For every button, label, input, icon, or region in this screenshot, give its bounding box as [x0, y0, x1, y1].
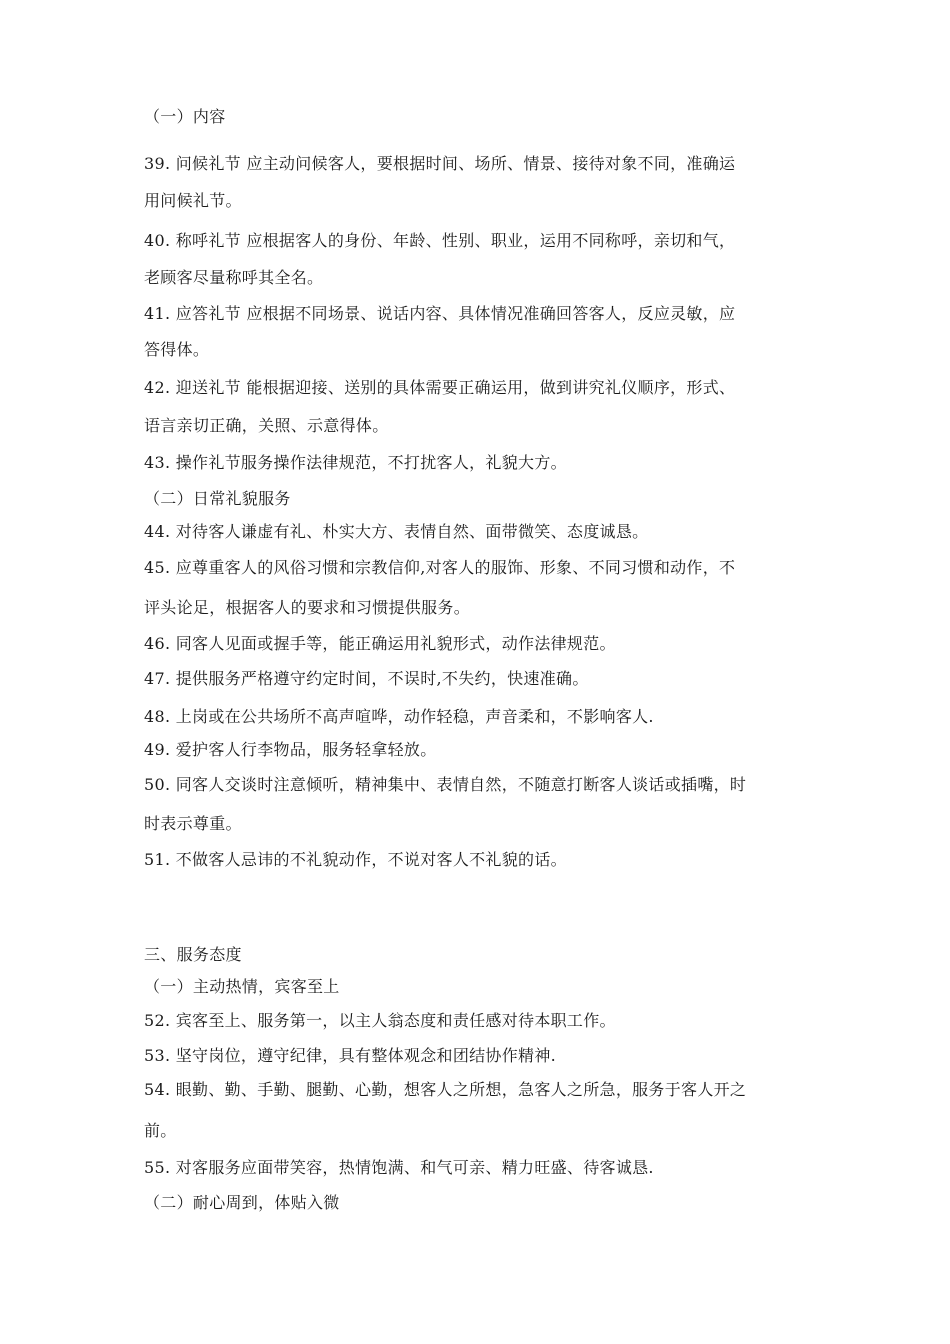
item-53: 53. 坚守岗位，遵守纪律，具有整体观念和团结协作精神. [144, 1046, 557, 1065]
item-51: 51. 不做客人忌讳的不礼貌动作，不说对客人不礼貌的话。 [144, 850, 567, 869]
item-45-line-1: 45. 应尊重客人的风俗习惯和宗教信仰,对客人的服饰、形象、不同习惯和动作，不 [144, 558, 736, 577]
subsection-heading-daily-courtesy: （二）日常礼貌服务 [144, 489, 291, 508]
item-41-line-1: 41. 应答礼节 应根据不同场景、说话内容、具体情况准确回答客人，反应灵敏，应 [144, 304, 736, 323]
item-46: 46. 同客人见面或握手等，能正确运用礼貌形式，动作法律规范。 [144, 634, 616, 653]
item-55: 55. 对客服务应面带笑容，热情饱满、和气可亲、精力旺盛、待客诚恳. [144, 1158, 654, 1177]
item-47: 47. 提供服务严格遵守约定时间，不误时,不失约，快速准确。 [144, 669, 589, 688]
item-40-line-1: 40. 称呼礼节 应根据客人的身份、年龄、性别、职业，运用不同称呼，亲切和气， [144, 231, 736, 250]
item-50-line-1: 50. 同客人交谈时注意倾听，精神集中、表情自然，不随意打断客人谈话或插嘴，时 [144, 775, 747, 794]
item-54-line-1: 54. 眼勤、勤、手勤、腿勤、心勤，想客人之所想，急客人之所急，服务于客人开之 [144, 1080, 747, 1099]
item-39-line-2: 用问候礼节。 [144, 191, 242, 210]
subsection-heading-patience: （二）耐心周到，体贴入微 [144, 1193, 340, 1212]
item-45-line-2: 评头论足，根据客人的要求和习惯提供服务。 [144, 598, 471, 617]
item-40-line-2: 老顾客尽量称呼其全名。 [144, 268, 324, 287]
item-44: 44. 对待客人谦虚有礼、朴实大方、表情自然、面带微笑、态度诚恳。 [144, 522, 649, 541]
item-54-line-2: 前。 [144, 1121, 177, 1140]
subsection-heading-proactive-warmth: （一）主动热情，宾客至上 [144, 977, 340, 996]
item-39-line-1: 39. 问候礼节 应主动问候客人，要根据时间、场所、情景、接待对象不同，准确运 [144, 154, 736, 173]
item-48: 48. 上岗或在公共场所不高声喧哗，动作轻稳，声音柔和，不影响客人. [144, 707, 654, 726]
item-52: 52. 宾客至上、服务第一，以主人翁态度和责任感对待本职工作。 [144, 1011, 616, 1030]
item-43: 43. 操作礼节服务操作法律规范，不打扰客人，礼貌大方。 [144, 453, 567, 472]
section-heading-service-attitude: 三、服务态度 [144, 945, 242, 964]
item-42-line-1: 42. 迎送礼节 能根据迎接、送别的具体需要正确运用，做到讲究礼仪顺序，形式、 [144, 378, 736, 397]
item-49: 49. 爱护客人行李物品，服务轻拿轻放。 [144, 740, 437, 759]
item-42-line-2: 语言亲切正确，关照、示意得体。 [144, 416, 389, 435]
subsection-heading-content: （一）内容 [144, 107, 226, 126]
item-50-line-2: 时表示尊重。 [144, 814, 242, 833]
item-41-line-2: 答得体。 [144, 340, 210, 359]
